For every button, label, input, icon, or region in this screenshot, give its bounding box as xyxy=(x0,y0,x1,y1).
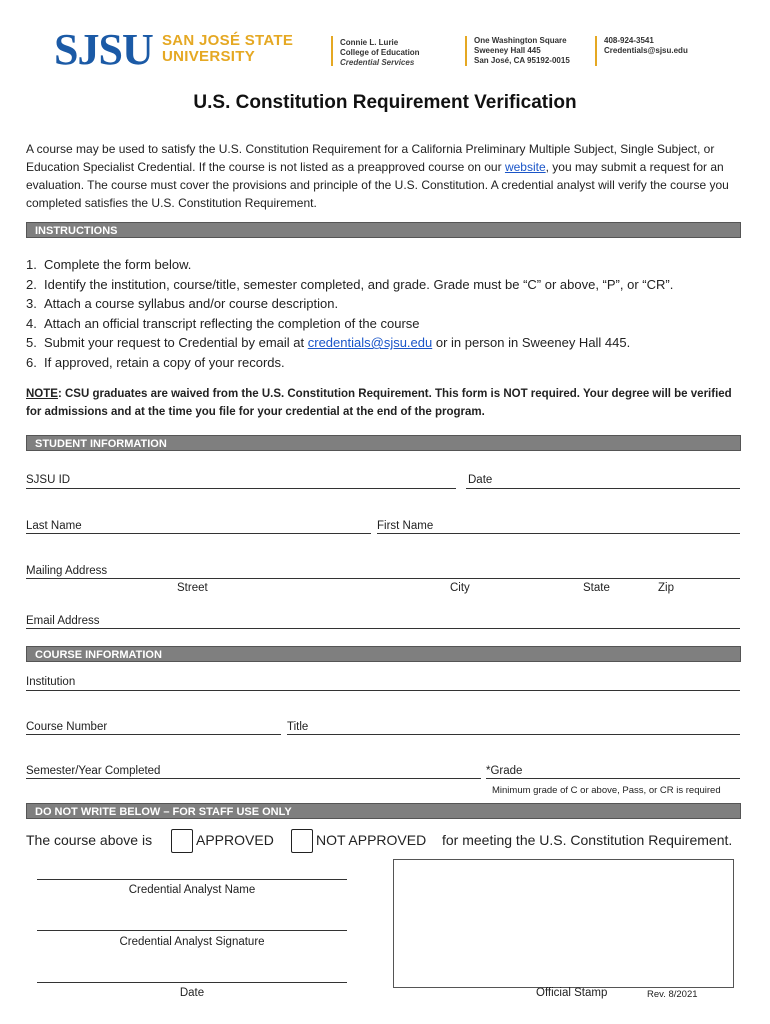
header-divider xyxy=(465,36,467,66)
semester-field[interactable] xyxy=(26,778,481,779)
address-block xyxy=(474,36,570,66)
step-number: 1. xyxy=(26,257,37,272)
step-number: 5. xyxy=(26,335,37,350)
title-field[interactable] xyxy=(287,734,740,735)
address-line: One Washington Square xyxy=(474,36,567,45)
approved-checkbox[interactable] xyxy=(171,829,193,853)
official-stamp-label: Official Stamp xyxy=(536,987,608,999)
not-approved-label: NOT APPROVED xyxy=(316,832,427,848)
step-text: Complete the form below. xyxy=(44,257,192,272)
note-paragraph xyxy=(26,385,746,421)
university-line-2: UNIVERSITY xyxy=(162,48,256,65)
street-label: Street xyxy=(177,582,208,594)
step-number: 2. xyxy=(26,276,37,292)
revision-label: Rev. 8/2021 xyxy=(647,989,698,1000)
instructions-list xyxy=(26,255,756,372)
credentials-email-link[interactable]: credentials@sjsu.edu xyxy=(307,335,433,350)
approved-label: APPROVED xyxy=(196,832,274,848)
mailing-address-label: Mailing Address xyxy=(26,565,108,577)
state-label: State xyxy=(583,582,610,594)
address-line: Sweeney Hall 445 xyxy=(474,46,541,55)
title-label: Title xyxy=(287,721,309,733)
staff-header: DO NOT WRITE BELOW – FOR STAFF USE ONLY xyxy=(26,803,741,819)
intro-text: A course may be used to satisfy the U.S. Constitution Requirement for a California Preliminary Multiple Subject, Single Subject, or Education Specialist Credential. If the course is not listed as a preapproved course on our xyxy=(26,142,715,174)
list-item xyxy=(26,314,756,334)
city-label: City xyxy=(450,582,470,594)
contact-email: Credentials@sjsu.edu xyxy=(604,46,688,55)
list-item xyxy=(26,255,756,275)
email-field[interactable] xyxy=(26,628,740,629)
step-text: Attach an official transcript reflecting the completion of the course xyxy=(44,315,420,331)
official-stamp-box xyxy=(393,859,734,988)
grade-field[interactable] xyxy=(486,778,740,779)
step-number: 6. xyxy=(26,354,37,370)
date-label: Date xyxy=(468,474,493,486)
college-line: Credential Services xyxy=(340,58,415,67)
step-text: Identify the institution, course/title, semester completed, and grade. Grade must be “C” or above, “P”, or “CR”. xyxy=(44,276,674,292)
date-field[interactable] xyxy=(466,488,740,489)
analyst-signature-label: Credential Analyst Signature xyxy=(119,936,265,948)
student-info-header: STUDENT INFORMATION xyxy=(26,435,741,451)
semester-label: Semester/Year Completed xyxy=(26,765,161,777)
zip-label: Zip xyxy=(658,582,674,594)
mailing-address-field[interactable] xyxy=(26,578,740,579)
approval-suffix: for meeting the U.S. Constitution Requirement. xyxy=(442,832,733,848)
step-number: 3. xyxy=(26,296,37,311)
note-text: : CSU graduates are waived from the U.S. Constitution Requirement. This form is NOT required. Your degree will be verified for admissions and at the time you file for your credential at the end of the program. xyxy=(26,388,732,418)
first-name-label: First Name xyxy=(377,520,434,532)
page-title: U.S. Constitution Requirement Verification xyxy=(193,92,577,113)
last-name-label: Last Name xyxy=(26,520,82,532)
header-divider xyxy=(595,36,597,66)
not-approved-checkbox[interactable] xyxy=(291,829,313,853)
sjsu-logo: SJSU xyxy=(54,25,153,74)
staff-date-label: Date xyxy=(179,987,205,999)
instructions-header: INSTRUCTIONS xyxy=(26,222,741,238)
analyst-name-label: Credential Analyst Name xyxy=(128,884,256,896)
college-block xyxy=(340,38,420,68)
sjsu-id-field[interactable] xyxy=(26,488,456,489)
address-line: San José, CA 95192-0015 xyxy=(474,56,570,65)
header-divider xyxy=(331,36,333,66)
step-text: Submit your request to Credential by email at xyxy=(44,335,308,350)
website-link[interactable]: website xyxy=(504,160,546,174)
university-line-1: SAN JOSÉ STATE xyxy=(162,32,294,49)
list-item xyxy=(26,333,756,353)
step-number: 4. xyxy=(26,315,37,331)
last-name-field[interactable] xyxy=(26,533,371,534)
intro-paragraph xyxy=(26,140,748,212)
step-text: If approved, retain a copy of your records. xyxy=(44,354,285,370)
list-item xyxy=(26,275,756,295)
step-text: or in person in Sweeney Hall 445. xyxy=(432,335,631,350)
list-item xyxy=(26,294,756,314)
first-name-field[interactable] xyxy=(377,533,740,534)
analyst-signature-field[interactable] xyxy=(37,930,347,931)
institution-label: Institution xyxy=(26,676,76,688)
analyst-name-field[interactable] xyxy=(37,879,347,880)
grade-note: Minimum grade of C or above, Pass, or CR is required xyxy=(492,785,721,796)
course-number-field[interactable] xyxy=(26,734,281,735)
approval-prefix: The course above is xyxy=(26,832,153,848)
sjsu-id-label: SJSU ID xyxy=(26,474,71,486)
university-name xyxy=(162,33,293,65)
college-line: Connie L. Lurie xyxy=(340,38,399,47)
institution-field[interactable] xyxy=(26,690,740,691)
note-label: NOTE xyxy=(26,388,58,400)
email-label: Email Address xyxy=(26,615,100,627)
staff-date-field[interactable] xyxy=(37,982,347,983)
list-item xyxy=(26,353,756,373)
course-info-header: COURSE INFORMATION xyxy=(26,646,741,662)
intro-text: , you may submit a request for an evaluation. The course must cover the provisions and principle of the U.S. Constitution. A credential analyst will verify the course you completed satisfies the U.S. Constitution Requirement. xyxy=(26,160,729,210)
phone-number: 408-924-3541 xyxy=(604,36,654,45)
contact-block xyxy=(604,36,688,56)
course-number-label: Course Number xyxy=(26,721,108,733)
grade-label: *Grade xyxy=(486,765,523,777)
college-line: College of Education xyxy=(340,48,420,57)
step-text: Attach a course syllabus and/or course description. xyxy=(44,296,339,311)
